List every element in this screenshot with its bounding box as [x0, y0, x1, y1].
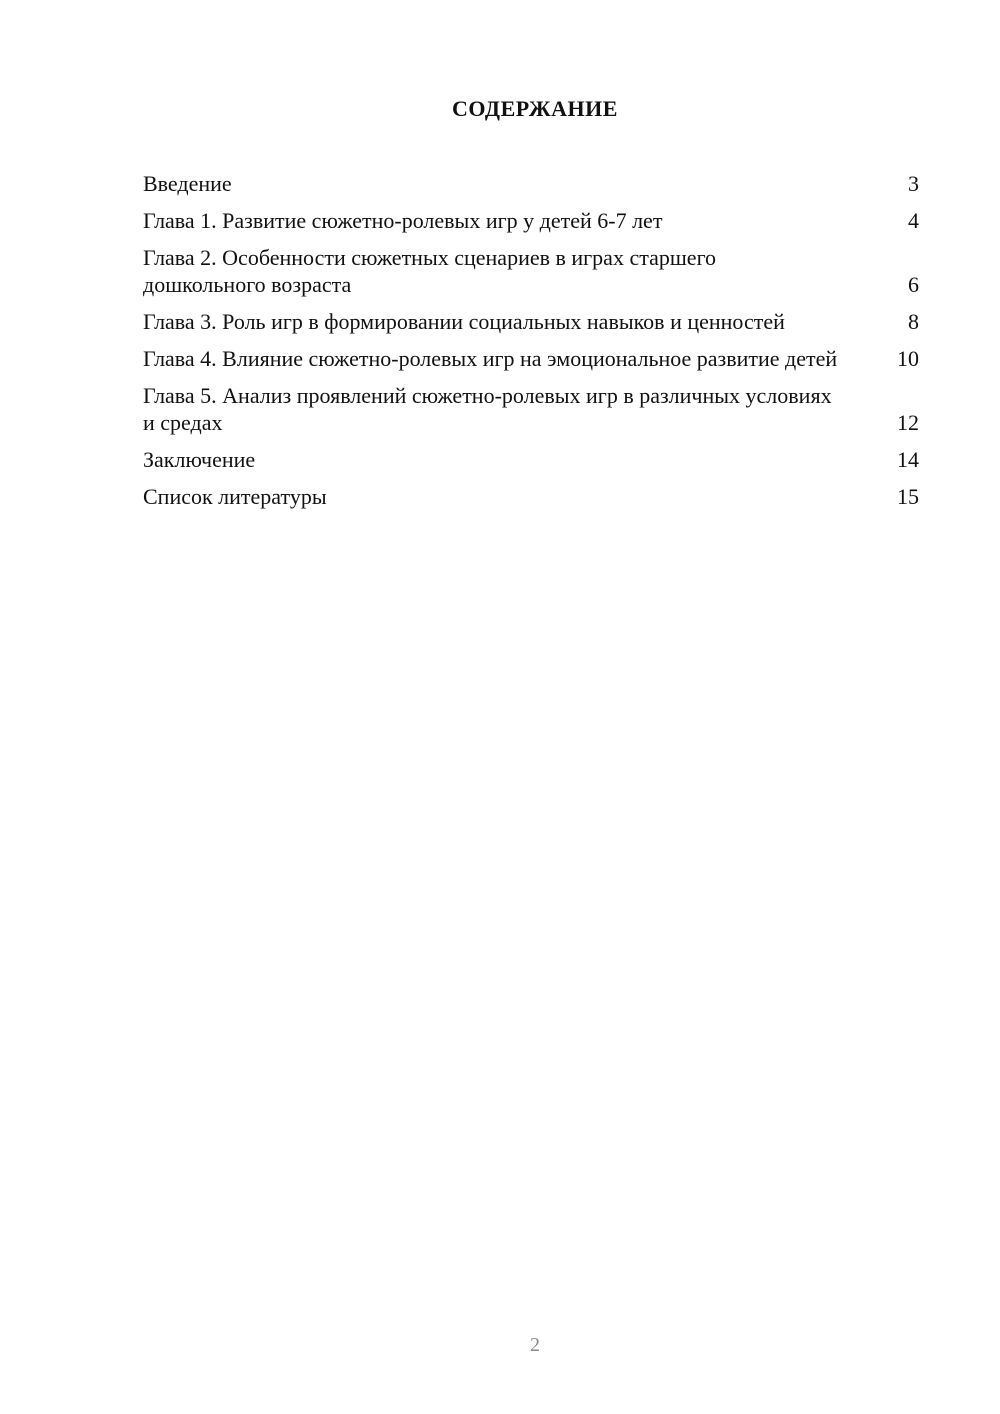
toc-entry-text: Заключение	[143, 447, 256, 472]
toc-entry-chapter-2	[143, 244, 919, 298]
table-of-contents	[143, 170, 919, 520]
toc-entry-text: Глава 1. Развитие сюжетно-ролевых игр у детей 6-7 лет	[143, 208, 663, 233]
toc-entry-page: 8	[908, 309, 919, 334]
toc-entry-page: 10	[897, 346, 919, 371]
toc-entry-page: 3	[908, 171, 919, 196]
toc-entry-chapter-4	[143, 345, 919, 372]
toc-entry-page: 15	[897, 484, 919, 509]
toc-entry-chapter-5	[143, 382, 919, 436]
toc-entry-text: Глава 3. Роль игр в формировании социальных навыков и ценностей	[143, 309, 785, 334]
toc-title: СОДЕРЖАНИЕ	[452, 96, 618, 121]
toc-entry-page: 6	[908, 272, 919, 297]
toc-entry-page: 12	[897, 410, 919, 435]
toc-entry-introduction	[143, 170, 919, 197]
toc-entry-page: 4	[908, 208, 919, 233]
toc-entry-chapter-1	[143, 207, 919, 234]
page-number: 2	[530, 1334, 540, 1356]
toc-entry-conclusion	[143, 446, 919, 473]
toc-entry-text: Список литературы	[143, 484, 327, 509]
toc-entry-text: Глава 2. Особенности сюжетных сценариев в играх старшего дошкольного возраста	[143, 245, 717, 297]
toc-entry-text: Глава 4. Влияние сюжетно-ролевых игр на эмоциональное развитие детей	[143, 346, 838, 371]
toc-entry-references	[143, 483, 919, 510]
toc-entry-text: Введение	[143, 171, 232, 196]
toc-entry-chapter-3	[143, 308, 919, 335]
toc-entry-text: Глава 5. Анализ проявлений сюжетно-ролевых игр в различных условиях и средах	[143, 383, 832, 435]
toc-entry-page: 14	[897, 447, 919, 472]
